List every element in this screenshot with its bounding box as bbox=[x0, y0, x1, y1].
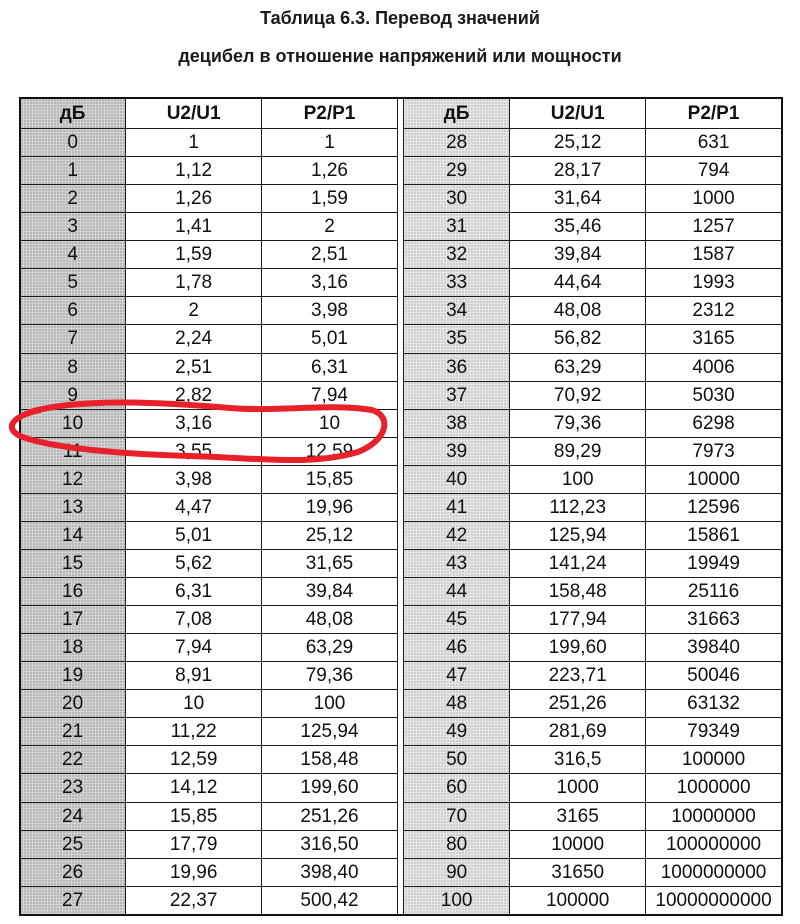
table-caption-line-2: децибел в отношение напряжений или мощности bbox=[178, 46, 622, 66]
header-db-right: дБ bbox=[404, 98, 510, 129]
cell-u-left: 15,85 bbox=[126, 802, 262, 830]
cell-u-left: 11,22 bbox=[126, 718, 262, 746]
cell-db-left: 26 bbox=[20, 858, 126, 886]
cell-p-left: 5,01 bbox=[262, 325, 398, 353]
cell-p-right: 10000000 bbox=[646, 802, 782, 830]
cell-db-right: 44 bbox=[404, 578, 510, 606]
cell-p-right: 50046 bbox=[646, 662, 782, 690]
cell-u-right: 70,92 bbox=[510, 381, 646, 409]
cell-p-left: 31,65 bbox=[262, 549, 398, 577]
cell-p-left: 199,60 bbox=[262, 774, 398, 802]
table-row bbox=[20, 521, 782, 549]
table-row bbox=[20, 465, 782, 493]
cell-db-right: 90 bbox=[404, 858, 510, 886]
cell-db-left: 13 bbox=[20, 493, 126, 521]
cell-p-right: 1587 bbox=[646, 241, 782, 269]
cell-p-left: 2,51 bbox=[262, 241, 398, 269]
cell-u-right: 251,26 bbox=[510, 690, 646, 718]
cell-u-right: 56,82 bbox=[510, 325, 646, 353]
cell-p-left: 15,85 bbox=[262, 465, 398, 493]
table-row bbox=[20, 858, 782, 886]
table-row bbox=[20, 886, 782, 914]
cell-p-right: 79349 bbox=[646, 718, 782, 746]
cell-u-right: 100 bbox=[510, 465, 646, 493]
cell-u-left: 7,94 bbox=[126, 634, 262, 662]
cell-p-right: 12596 bbox=[646, 493, 782, 521]
cell-u-left: 3,16 bbox=[126, 409, 262, 437]
cell-u-left: 7,08 bbox=[126, 606, 262, 634]
cell-p-left: 3,98 bbox=[262, 297, 398, 325]
cell-db-left: 7 bbox=[20, 325, 126, 353]
cell-db-left: 22 bbox=[20, 746, 126, 774]
header-row bbox=[20, 98, 782, 129]
cell-u-left: 2 bbox=[126, 297, 262, 325]
cell-u-right: 112,23 bbox=[510, 493, 646, 521]
cell-p-left: 125,94 bbox=[262, 718, 398, 746]
cell-p-right: 6298 bbox=[646, 409, 782, 437]
cell-p-left: 100 bbox=[262, 690, 398, 718]
cell-db-left: 1 bbox=[20, 157, 126, 185]
cell-p-left: 2 bbox=[262, 213, 398, 241]
cell-db-right: 39 bbox=[404, 437, 510, 465]
cell-p-left: 19,96 bbox=[262, 493, 398, 521]
cell-db-right: 46 bbox=[404, 634, 510, 662]
cell-u-right: 48,08 bbox=[510, 297, 646, 325]
cell-db-right: 49 bbox=[404, 718, 510, 746]
cell-u-right: 79,36 bbox=[510, 409, 646, 437]
cell-db-left: 19 bbox=[20, 662, 126, 690]
cell-p-right: 39840 bbox=[646, 634, 782, 662]
cell-u-left: 1,41 bbox=[126, 213, 262, 241]
cell-db-left: 17 bbox=[20, 606, 126, 634]
table-row bbox=[20, 129, 782, 157]
cell-db-left: 6 bbox=[20, 297, 126, 325]
cell-u-right: 141,24 bbox=[510, 549, 646, 577]
cell-u-right: 28,17 bbox=[510, 157, 646, 185]
cell-u-right: 1000 bbox=[510, 774, 646, 802]
cell-db-left: 12 bbox=[20, 465, 126, 493]
cell-u-left: 4,47 bbox=[126, 493, 262, 521]
cell-db-left: 15 bbox=[20, 549, 126, 577]
cell-db-right: 48 bbox=[404, 690, 510, 718]
cell-db-right: 60 bbox=[404, 774, 510, 802]
cell-p-left: 3,16 bbox=[262, 269, 398, 297]
cell-db-left: 27 bbox=[20, 886, 126, 914]
cell-db-left: 24 bbox=[20, 802, 126, 830]
cell-db-right: 80 bbox=[404, 830, 510, 858]
cell-u-left: 1,59 bbox=[126, 241, 262, 269]
cell-u-right: 199,60 bbox=[510, 634, 646, 662]
table-row bbox=[20, 606, 782, 634]
cell-db-right: 29 bbox=[404, 157, 510, 185]
cell-p-left: 7,94 bbox=[262, 381, 398, 409]
cell-u-left: 2,51 bbox=[126, 353, 262, 381]
cell-u-right: 10000 bbox=[510, 830, 646, 858]
header-u-left: U2/U1 bbox=[126, 98, 262, 129]
table-caption-line-1: Таблица 6.3. Перевод значений bbox=[260, 8, 540, 28]
cell-u-left: 3,98 bbox=[126, 465, 262, 493]
cell-db-right: 43 bbox=[404, 549, 510, 577]
table-row bbox=[20, 437, 782, 465]
cell-db-right: 42 bbox=[404, 521, 510, 549]
table-row bbox=[20, 493, 782, 521]
cell-db-left: 21 bbox=[20, 718, 126, 746]
cell-u-right: 100000 bbox=[510, 886, 646, 914]
cell-p-right: 1000000 bbox=[646, 774, 782, 802]
table-row bbox=[20, 718, 782, 746]
cell-u-right: 31,64 bbox=[510, 185, 646, 213]
cell-p-left: 398,40 bbox=[262, 858, 398, 886]
table-row bbox=[20, 213, 782, 241]
cell-db-right: 35 bbox=[404, 325, 510, 353]
cell-db-left: 14 bbox=[20, 521, 126, 549]
cell-db-right: 36 bbox=[404, 353, 510, 381]
cell-u-left: 10 bbox=[126, 690, 262, 718]
cell-u-right: 89,29 bbox=[510, 437, 646, 465]
cell-p-left: 158,48 bbox=[262, 746, 398, 774]
cell-p-left: 1,26 bbox=[262, 157, 398, 185]
cell-p-left: 79,36 bbox=[262, 662, 398, 690]
cell-db-right: 41 bbox=[404, 493, 510, 521]
table-row bbox=[20, 297, 782, 325]
cell-p-left: 39,84 bbox=[262, 578, 398, 606]
cell-db-right: 38 bbox=[404, 409, 510, 437]
cell-p-left: 500,42 bbox=[262, 886, 398, 914]
cell-db-left: 10 bbox=[20, 409, 126, 437]
cell-u-left: 1,78 bbox=[126, 269, 262, 297]
cell-p-left: 25,12 bbox=[262, 521, 398, 549]
cell-db-left: 25 bbox=[20, 830, 126, 858]
header-u-right: U2/U1 bbox=[510, 98, 646, 129]
cell-db-left: 18 bbox=[20, 634, 126, 662]
cell-p-right: 1993 bbox=[646, 269, 782, 297]
cell-p-right: 19949 bbox=[646, 549, 782, 577]
cell-db-right: 32 bbox=[404, 241, 510, 269]
cell-u-left: 22,37 bbox=[126, 886, 262, 914]
cell-p-left: 1,59 bbox=[262, 185, 398, 213]
header-p-left: P2/P1 bbox=[262, 98, 398, 129]
cell-db-right: 28 bbox=[404, 129, 510, 157]
cell-db-left: 8 bbox=[20, 353, 126, 381]
cell-p-right: 4006 bbox=[646, 353, 782, 381]
cell-db-right: 30 bbox=[404, 185, 510, 213]
cell-p-right: 25116 bbox=[646, 578, 782, 606]
table-row bbox=[20, 690, 782, 718]
cell-p-left: 1 bbox=[262, 129, 398, 157]
cell-p-right: 794 bbox=[646, 157, 782, 185]
cell-p-right: 2312 bbox=[646, 297, 782, 325]
cell-u-left: 6,31 bbox=[126, 578, 262, 606]
cell-u-left: 19,96 bbox=[126, 858, 262, 886]
cell-u-left: 17,79 bbox=[126, 830, 262, 858]
table-row bbox=[20, 241, 782, 269]
cell-db-left: 23 bbox=[20, 774, 126, 802]
cell-u-right: 223,71 bbox=[510, 662, 646, 690]
cell-db-right: 100 bbox=[404, 886, 510, 914]
cell-p-right: 100000 bbox=[646, 746, 782, 774]
cell-p-right: 15861 bbox=[646, 521, 782, 549]
cell-u-left: 3,55 bbox=[126, 437, 262, 465]
cell-u-right: 63,29 bbox=[510, 353, 646, 381]
cell-u-right: 177,94 bbox=[510, 606, 646, 634]
cell-p-right: 7973 bbox=[646, 437, 782, 465]
table-row bbox=[20, 746, 782, 774]
cell-p-right: 5030 bbox=[646, 381, 782, 409]
header-p-right: P2/P1 bbox=[646, 98, 782, 129]
cell-p-right: 1000000000 bbox=[646, 858, 782, 886]
cell-db-left: 20 bbox=[20, 690, 126, 718]
cell-u-right: 31650 bbox=[510, 858, 646, 886]
cell-p-left: 10 bbox=[262, 409, 398, 437]
cell-db-right: 37 bbox=[404, 381, 510, 409]
cell-u-left: 1 bbox=[126, 129, 262, 157]
cell-u-left: 14,12 bbox=[126, 774, 262, 802]
cell-u-left: 2,24 bbox=[126, 325, 262, 353]
decibel-conversion-table bbox=[19, 97, 782, 915]
cell-db-right: 31 bbox=[404, 213, 510, 241]
cell-db-left: 3 bbox=[20, 213, 126, 241]
cell-p-right: 31663 bbox=[646, 606, 782, 634]
cell-p-left: 48,08 bbox=[262, 606, 398, 634]
cell-p-right: 631 bbox=[646, 129, 782, 157]
cell-db-left: 4 bbox=[20, 241, 126, 269]
cell-db-right: 50 bbox=[404, 746, 510, 774]
cell-u-left: 8,91 bbox=[126, 662, 262, 690]
cell-db-right: 47 bbox=[404, 662, 510, 690]
table-row bbox=[20, 830, 782, 858]
table-row bbox=[20, 409, 782, 437]
cell-p-left: 316,50 bbox=[262, 830, 398, 858]
table-row bbox=[20, 157, 782, 185]
cell-db-left: 0 bbox=[20, 129, 126, 157]
table-row bbox=[20, 353, 782, 381]
cell-u-right: 35,46 bbox=[510, 213, 646, 241]
cell-db-right: 70 bbox=[404, 802, 510, 830]
cell-db-right: 33 bbox=[404, 269, 510, 297]
cell-p-right: 10000000000 bbox=[646, 886, 782, 914]
table-row bbox=[20, 269, 782, 297]
table-row bbox=[20, 325, 782, 353]
cell-db-left: 9 bbox=[20, 381, 126, 409]
cell-p-left: 251,26 bbox=[262, 802, 398, 830]
cell-db-right: 40 bbox=[404, 465, 510, 493]
cell-p-left: 6,31 bbox=[262, 353, 398, 381]
cell-db-right: 34 bbox=[404, 297, 510, 325]
cell-db-left: 11 bbox=[20, 437, 126, 465]
cell-p-left: 12,59 bbox=[262, 437, 398, 465]
cell-db-right: 45 bbox=[404, 606, 510, 634]
cell-u-left: 1,12 bbox=[126, 157, 262, 185]
table-row bbox=[20, 774, 782, 802]
cell-u-right: 3165 bbox=[510, 802, 646, 830]
cell-u-left: 5,62 bbox=[126, 549, 262, 577]
table-row bbox=[20, 802, 782, 830]
cell-db-left: 2 bbox=[20, 185, 126, 213]
cell-db-left: 5 bbox=[20, 269, 126, 297]
cell-db-left: 16 bbox=[20, 578, 126, 606]
cell-u-left: 2,82 bbox=[126, 381, 262, 409]
cell-u-left: 12,59 bbox=[126, 746, 262, 774]
cell-u-right: 281,69 bbox=[510, 718, 646, 746]
cell-p-right: 10000 bbox=[646, 465, 782, 493]
table-row bbox=[20, 381, 782, 409]
cell-p-left: 63,29 bbox=[262, 634, 398, 662]
cell-u-left: 5,01 bbox=[126, 521, 262, 549]
cell-u-left: 1,26 bbox=[126, 185, 262, 213]
cell-p-right: 63132 bbox=[646, 690, 782, 718]
table-row bbox=[20, 634, 782, 662]
table-row bbox=[20, 549, 782, 577]
cell-u-right: 316,5 bbox=[510, 746, 646, 774]
table-row bbox=[20, 578, 782, 606]
table-row bbox=[20, 662, 782, 690]
cell-u-right: 44,64 bbox=[510, 269, 646, 297]
cell-u-right: 125,94 bbox=[510, 521, 646, 549]
cell-u-right: 39,84 bbox=[510, 241, 646, 269]
table-row bbox=[20, 185, 782, 213]
cell-p-right: 1000 bbox=[646, 185, 782, 213]
cell-p-right: 100000000 bbox=[646, 830, 782, 858]
cell-u-right: 25,12 bbox=[510, 129, 646, 157]
header-db-left: дБ bbox=[20, 98, 126, 129]
cell-p-right: 3165 bbox=[646, 325, 782, 353]
cell-p-right: 1257 bbox=[646, 213, 782, 241]
cell-u-right: 158,48 bbox=[510, 578, 646, 606]
